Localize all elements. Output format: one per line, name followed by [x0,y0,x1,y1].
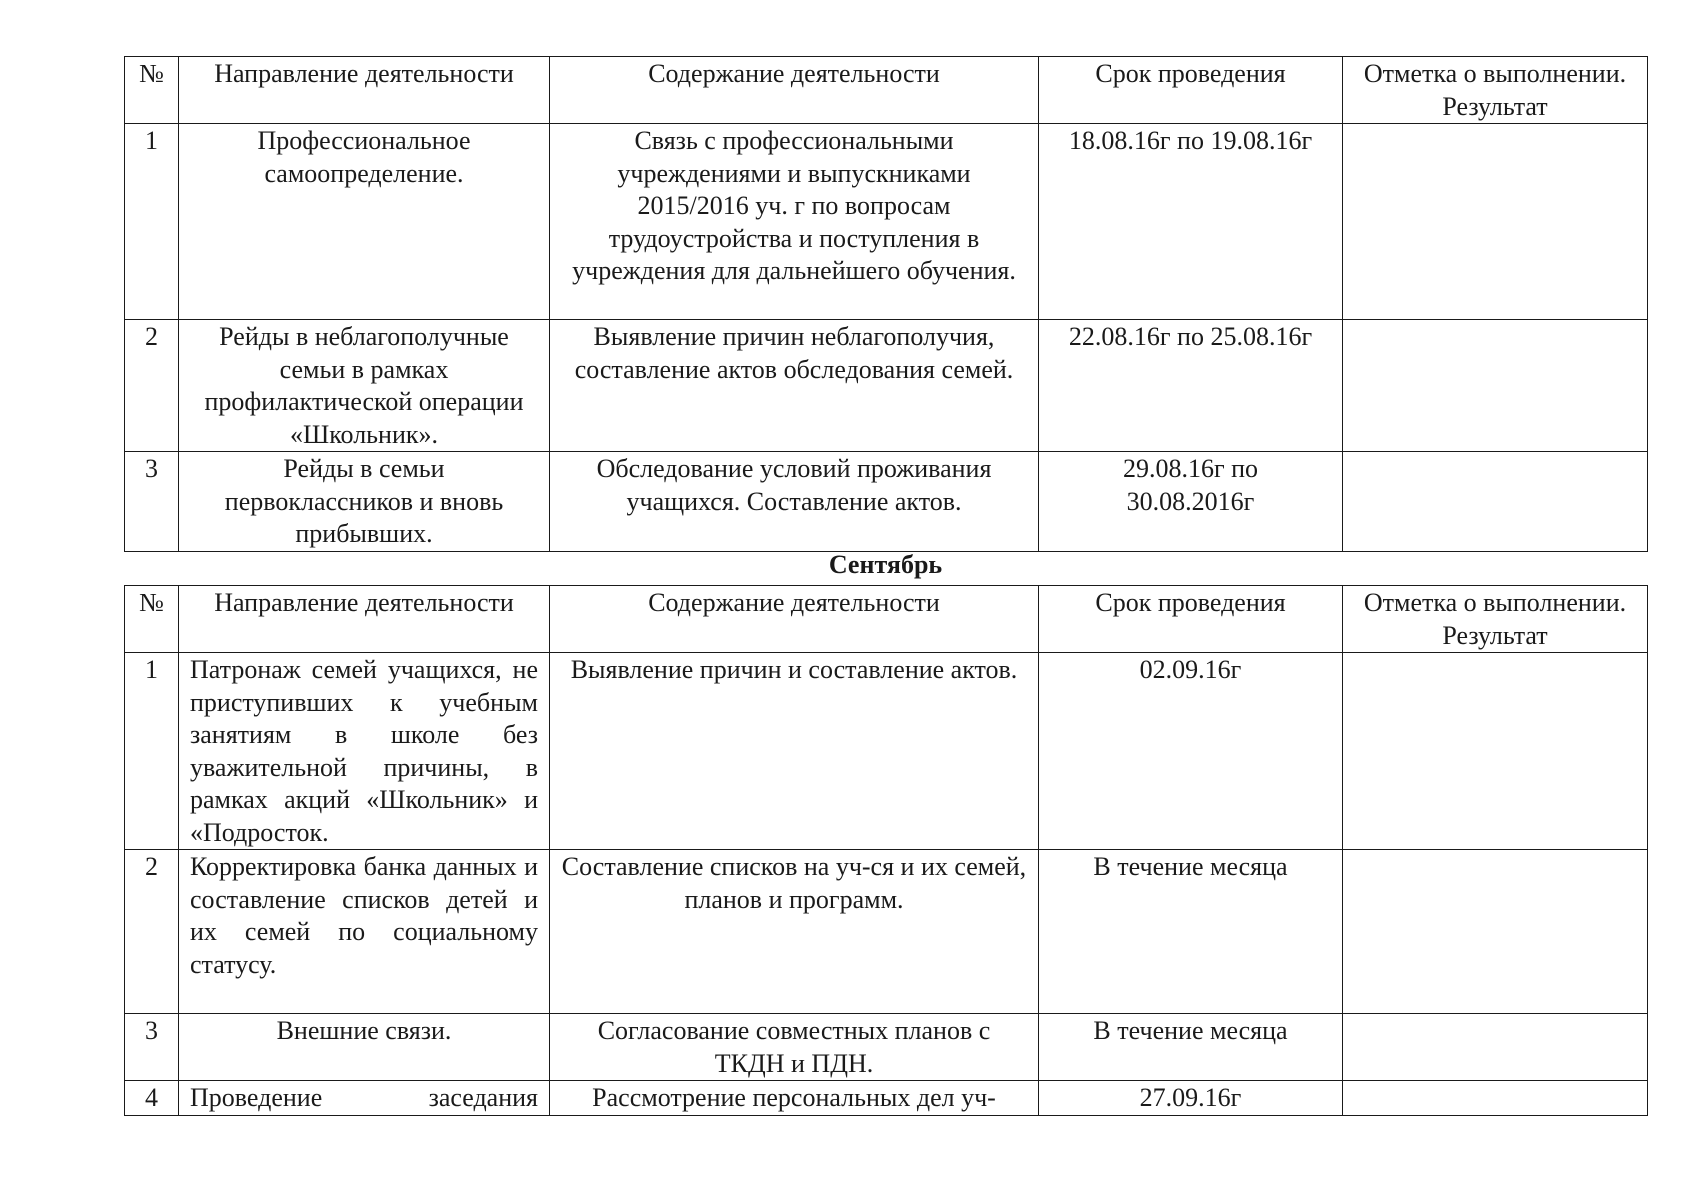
row-content: Обследование условий проживания учащихся. Составление актов. [550,452,1039,552]
row-result [1343,850,1648,1014]
row-content: Согласование совместных планов с ТКДН и ПДН. [550,1014,1039,1081]
row-term: 27.09.16г [1039,1081,1343,1116]
row-content: Выявление причин неблагополучия, составление актов обследования семей. [550,320,1039,452]
row-result [1343,653,1648,850]
header-result: Отметка о выполнении. Результат [1343,57,1648,124]
row-term: 18.08.16г по 19.08.16г [1039,124,1343,320]
header-row [125,57,1648,124]
header-num: № [125,586,179,653]
row-direction: Рейды в неблагополучные семьи в рамках профилактической операции «Школьник». [179,320,550,452]
row-num: 2 [125,850,179,1014]
header-term: Срок проведения [1039,57,1343,124]
row-result [1343,320,1648,452]
row-num: 1 [125,124,179,320]
table-row [125,124,1648,320]
row-content: Рассмотрение персональных дел уч- [550,1081,1039,1116]
row-content: Выявление причин и составление актов. [550,653,1039,850]
header-direction: Направление деятельности [179,586,550,653]
row-content: Связь с профессиональными учреждениями и выпускниками 2015/2016 уч. г по вопросам трудоустройства и поступления в учреждения для дальнейшего обучения. [550,124,1039,320]
row-direction: Проведение заседания [179,1081,550,1116]
table-row [125,320,1648,452]
row-term: 29.08.16г по 30.08.2016г [1039,452,1343,552]
row-num: 2 [125,320,179,452]
row-direction: Рейды в семьи первоклассников и вновь прибывших. [179,452,550,552]
row-direction: Патронаж семей учащихся, не приступивших к учебным занятиям в школе без уважительной причины, в рамках акций «Школьник» и «Подросток. [179,653,550,850]
header-row [125,586,1648,653]
header-direction: Направление деятельности [179,57,550,124]
header-content: Содержание деятельности [550,586,1039,653]
header-content: Содержание деятельности [550,57,1039,124]
row-direction: Профессиональное самоопределение. [179,124,550,320]
row-term: В течение месяца [1039,850,1343,1014]
row-num: 4 [125,1081,179,1116]
august-table [124,56,1648,552]
table-row [125,1081,1648,1116]
table-row [125,850,1648,1014]
row-num: 3 [125,1014,179,1081]
table-row [125,653,1648,850]
row-term: 22.08.16г по 25.08.16г [1039,320,1343,452]
header-num: № [125,57,179,124]
row-result [1343,1081,1648,1116]
row-direction: Корректировка банка данных и составление списков детей и их семей по социальному статусу. [179,850,550,1014]
row-num: 1 [125,653,179,850]
row-term: 02.09.16г [1039,653,1343,850]
section-title-september: Сентябрь [828,550,943,579]
row-result [1343,452,1648,552]
row-term: В течение месяца [1039,1014,1343,1081]
row-content: Составление списков на уч-ся и их семей, планов и программ. [550,850,1039,1014]
row-result [1343,124,1648,320]
row-result [1343,1014,1648,1081]
table-row [125,1014,1648,1081]
header-term: Срок проведения [1039,586,1343,653]
row-num: 3 [125,452,179,552]
header-result: Отметка о выполнении. Результат [1343,586,1648,653]
row-direction: Внешние связи. [179,1014,550,1081]
september-table [124,585,1648,1116]
table-row [125,452,1648,552]
